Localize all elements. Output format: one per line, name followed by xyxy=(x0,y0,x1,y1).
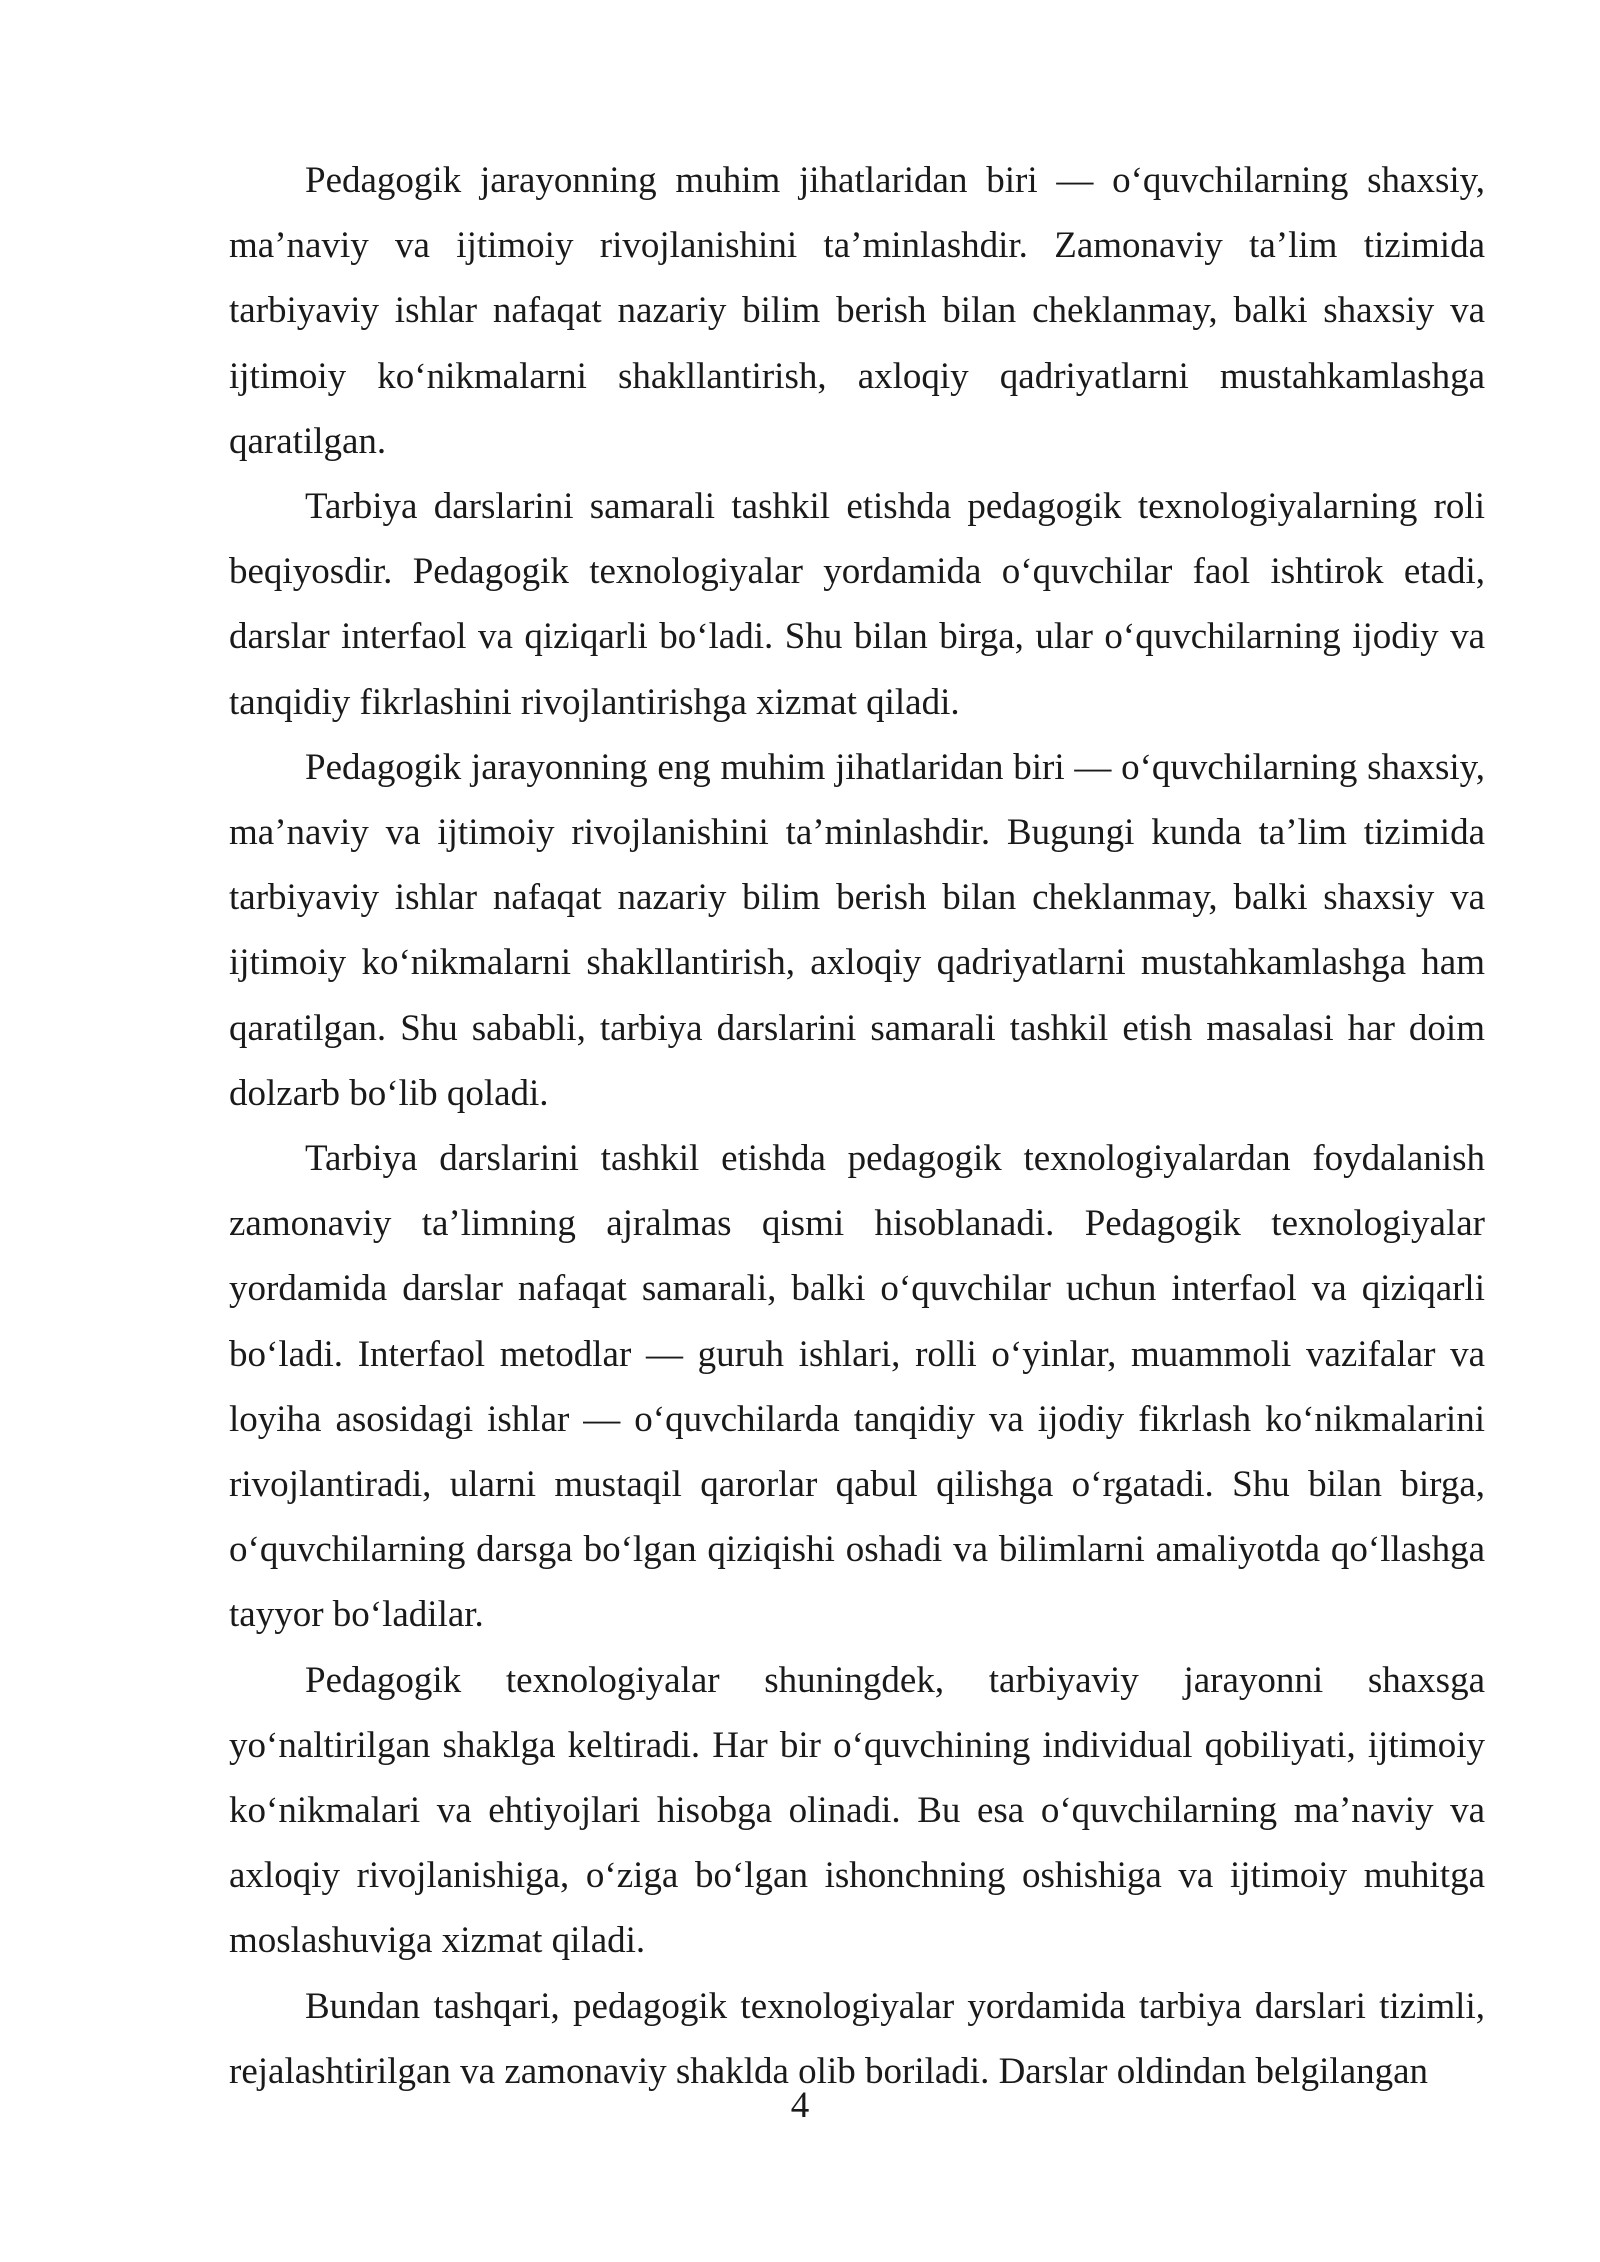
paragraph-1: Pedagogik jarayonning muhim jihatlaridan biri — o‘quvchilarning shaxsiy, ma’naviy va ijtimoiy rivojlanishini ta’minlashdir. Zamonaviy ta’lim tizimida tarbiyaviy ishlar nafaqat nazariy bilim berish bilan cheklanmay, balki shaxsiy va ijtimoiy ko‘nikmalarni shakllantirish, axloqiy qadriyatlarni mustahkamlashga qaratilgan. xyxy=(229,160,1485,462)
paragraph-5: Pedagogik texnologiyalar shuningdek, tarbiyaviy jarayonni shaxsga yo‘naltirilgan shaklga keltiradi. Har bir o‘quvchining individual qobiliyati, ijtimoiy ko‘nikmalari va ehtiyojlari hisobga olinadi. Bu esa o‘quvchilarning ma’naviy va axloqiy rivojlanishiga, o‘ziga bo‘lgan ishonchning oshishiga va ijtimoiy muhitga moslashuviga xizmat qiladi. xyxy=(229,1659,1485,1962)
page-number: 4 xyxy=(790,2085,810,2126)
paragraph-2: Tarbiya darslarini samarali tashkil etishda pedagogik texnologiyalarning roli beqiyosdir. Pedagogik texnologiyalar yordamida o‘quvchilar faol ishtirok etadi, darslar interfaol va qiziqarli bo‘ladi. Shu bilan birga, ular o‘quvchilarning ijodiy va tanqidiy fikrlashini rivojlantirishga xizmat qiladi. xyxy=(229,486,1485,723)
paragraph-6: Bundan tashqari, pedagogik texnologiyalar yordamida tarbiya darslari tizimli, rejalashtirilgan va zamonaviy shaklda olib boriladi. Darslar oldindan belgilangan xyxy=(229,1985,1485,2092)
paragraph-3: Pedagogik jarayonning eng muhim jihatlaridan biri — o‘quvchilarning shaxsiy, ma’naviy va ijtimoiy rivojlanishini ta’minlashdir. Bugungi kunda ta’lim tizimida tarbiyaviy ishlar nafaqat nazariy bilim berish bilan cheklanmay, balki shaxsiy va ijtimoiy ko‘nikmalarni shakllantirish, axloqiy qadriyatlarni mustahkamlashga ham qaratilgan. Shu sababli, tarbiya darslarini samarali tashkil etish masalasi har doim dolzarb bo‘lib qoladi. xyxy=(229,746,1485,1114)
paragraph-4: Tarbiya darslarini tashkil etishda pedagogik texnologiyalardan foydalanish zamonaviy ta’limning ajralmas qismi hisoblanadi. Pedagogik texnologiyalar yordamida darslar nafaqat samarali, balki o‘quvchilar uchun interfaol va qiziqarli bo‘ladi. Interfaol metodlar — guruh ishlari, rolli o‘yinlar, muammoli vazifalar va loyiha asosidagi ishlar — o‘quvchilarda tanqidiy va ijodiy fikrlash ko‘nikmalarini rivojlantiradi, ularni mustaqil qarorlar qabul qilishga o‘rgatadi. Shu bilan birga, o‘quvchilarning darsga bo‘lgan qiziqishi oshadi va bilimlarni amaliyotda qo‘llashga tayyor bo‘ladilar. xyxy=(229,1138,1485,1636)
body-text xyxy=(229,148,1485,2104)
